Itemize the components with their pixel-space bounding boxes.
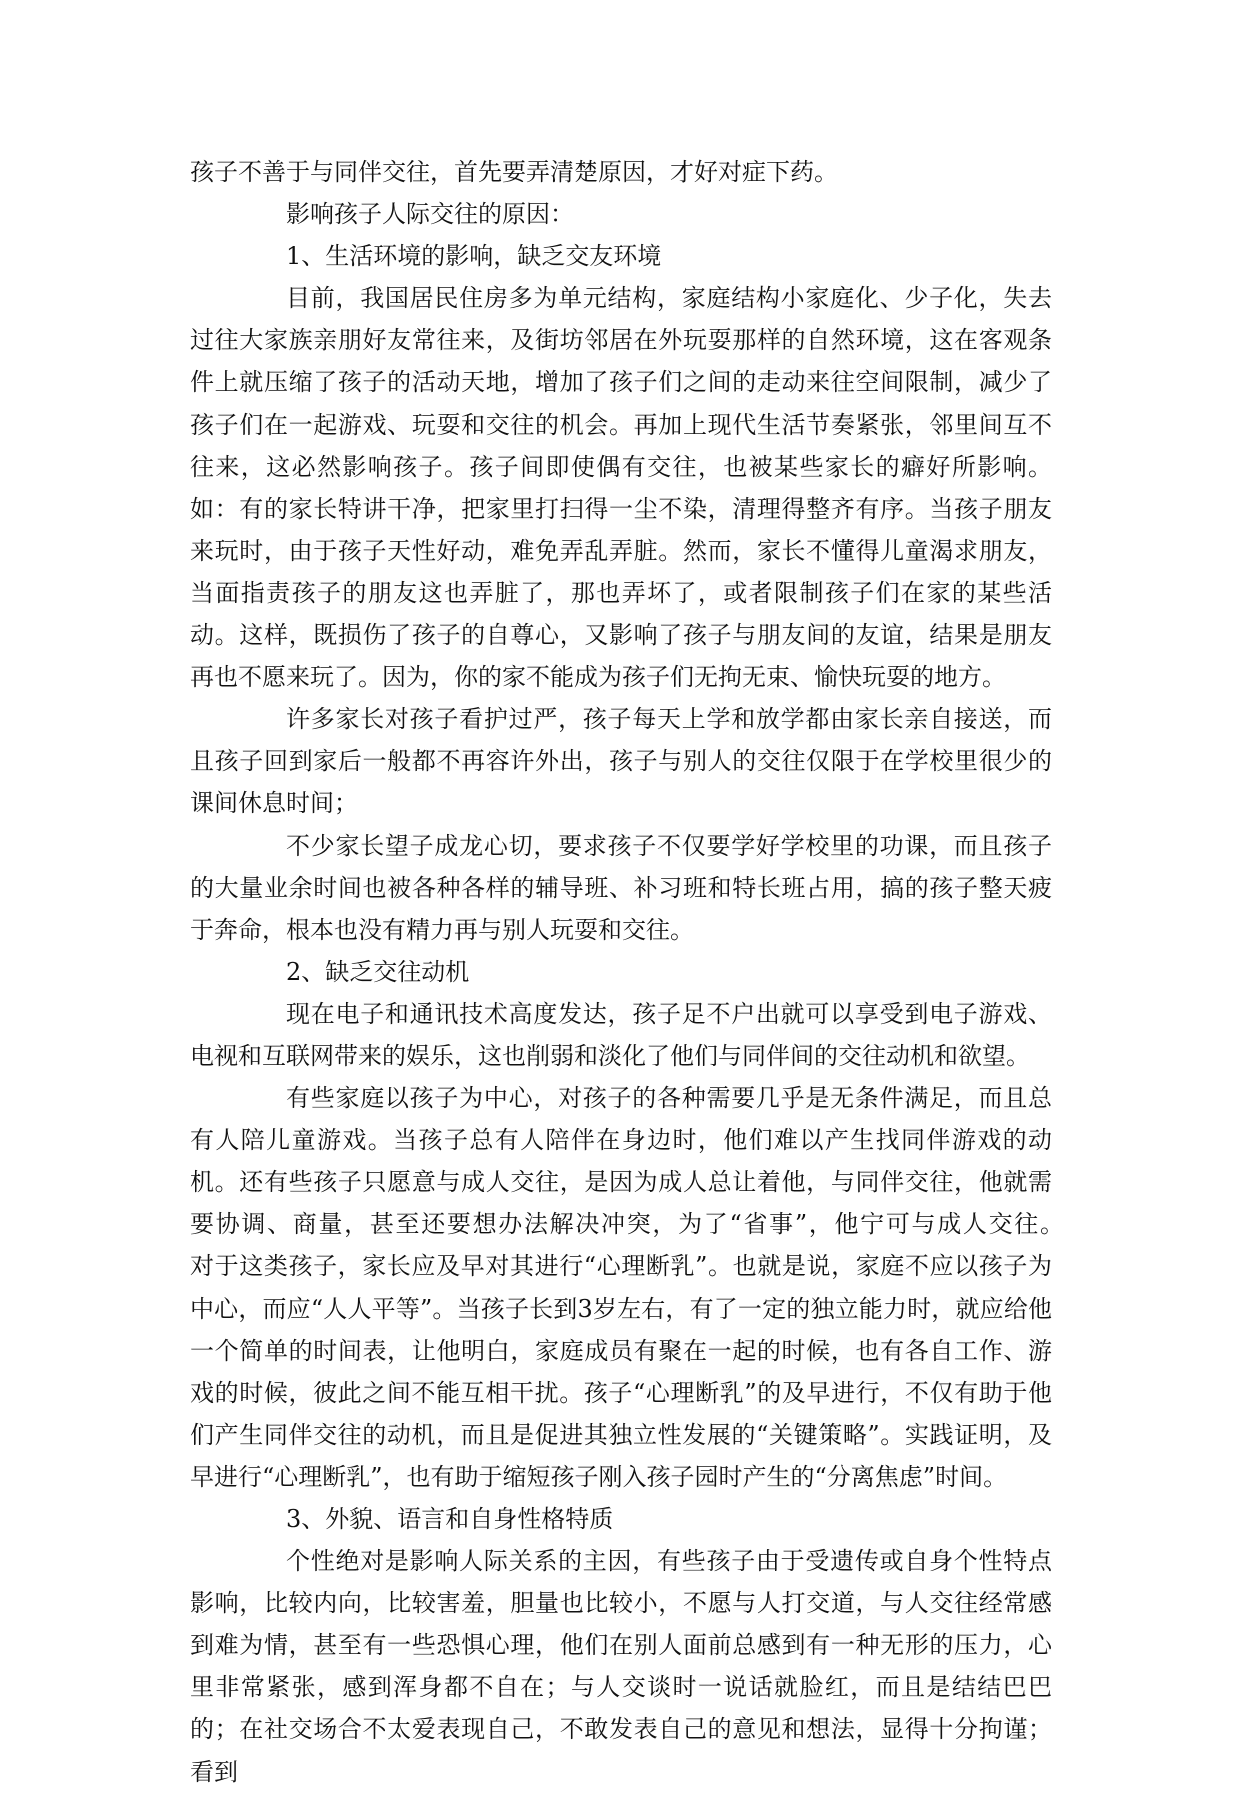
document-body — [190, 151, 1100, 1793]
section-heading: 3、外貌、语言和自身性格特质 — [286, 1505, 614, 1533]
paragraph: 不少家长望子成龙心切，要求孩子不仅要学好学校里的功课，而且孩子的大量业余时间也被各种各样的辅导班、补习班和特长班占用，搞的孩子整天疲于奔命，根本也没有精力再与别人玩耍和交往。 — [190, 831, 1052, 944]
paragraph: 孩子不善于与同伴交往，首先要弄清楚原因，才好对症下药。 — [190, 158, 838, 186]
paragraph: 目前，我国居民住房多为单元结构，家庭结构小家庭化、少子化，失去过往大家族亲朋好友常往来，及街坊邻居在外玩耍那样的自然环境，这在客观条件上就压缩了孩子的活动天地，增加了孩子们之间的走动来往空间限制，减少了孩子们在一起游戏、玩耍和交往的机会。再加上现代生活节奏紧张，邻里间互不往来，这必然影响孩子。孩子间即使偶有交往，也被某些家长的癖好所影响。如：有的家长特讲干净，把家里打扫得一尘不染，清理得整齐有序。当孩子朋友来玩时，由于孩子天性好动，难免弄乱弄脏。然而，家长不懂得儿童渴求朋友，当面指责孩子的朋友这也弄脏了，那也弄坏了，或者限制孩子们在家的某些活动。这样，既损伤了孩子的自尊心，又影响了孩子与朋友间的友谊，结果是朋友再也不愿来玩了。因为，你的家不能成为孩子们无拘无束、愉快玩耍的地方。 — [190, 284, 1052, 692]
paragraph: 现在电子和通讯技术高度发达，孩子足不户出就可以享受到电子游戏、电视和互联网带来的娱乐，这也削弱和淡化了他们与同伴间的交往动机和欲望。 — [190, 999, 1052, 1070]
paragraph: 个性绝对是影响人际关系的主因，有些孩子由于受遗传或自身个性特点影响，比较内向，比较害羞，胆量也比较小，不愿与人打交道，与人交往经常感到难为情，甚至有一些恐惧心理，他们在别人面前总感到有一种无形的压力，心里非常紧张，感到浑身都不自在；与人交谈时一说话就脸红，而且是结结巴巴的；在社交场合不太爱表现自己，不敢发表自己的意见和想法，显得十分拘谨；看到 — [190, 1547, 1052, 1786]
paragraph: 许多家长对孩子看护过严，孩子每天上学和放学都由家长亲自接送，而且孩子回到家后一般都不再容许外出，孩子与别人的交往仅限于在学校里很少的课间休息时间； — [190, 705, 1052, 818]
section-heading: 2、缺乏交往动机 — [286, 957, 470, 986]
section-heading: 1、生活环境的影响，缺乏交友环境 — [286, 242, 662, 271]
section-intro: 影响孩子人际交往的原因： — [286, 200, 574, 229]
paragraph: 有些家庭以孩子为中心，对孩子的各种需要几乎是无条件满足，而且总有人陪儿童游戏。当孩子总有人陪伴在身边时，他们难以产生找同伴游戏的动机。还有些孩子只愿意与成人交往，是因为成人总让着他，与同伴交往，他就需要协调、商量，甚至还要想办法解决冲突，为了“省事”，他宁可与成人交往。 对于这类孩子，家长应及早对其进行“心理断乳”。也就是说，家庭不应以孩子为中心，而应“人人平等”。当孩子长到3岁左右，有了一定的独立能力时，就应给他一个简单的时间表，让他明白，家庭成员有聚在一起的时候，也有各自工作、游戏的时候，彼此之间不能互相干扰。孩子“心理断乳”的及早进行，不仅有助于他们产生同伴交往的动机，而且是促进其独立性发展的“关键策略”。实践证明，及早进行“心理断乳”，也有助于缩短孩子刚入孩子园时产生的“分离焦虑”时间。 — [190, 1084, 1100, 1491]
